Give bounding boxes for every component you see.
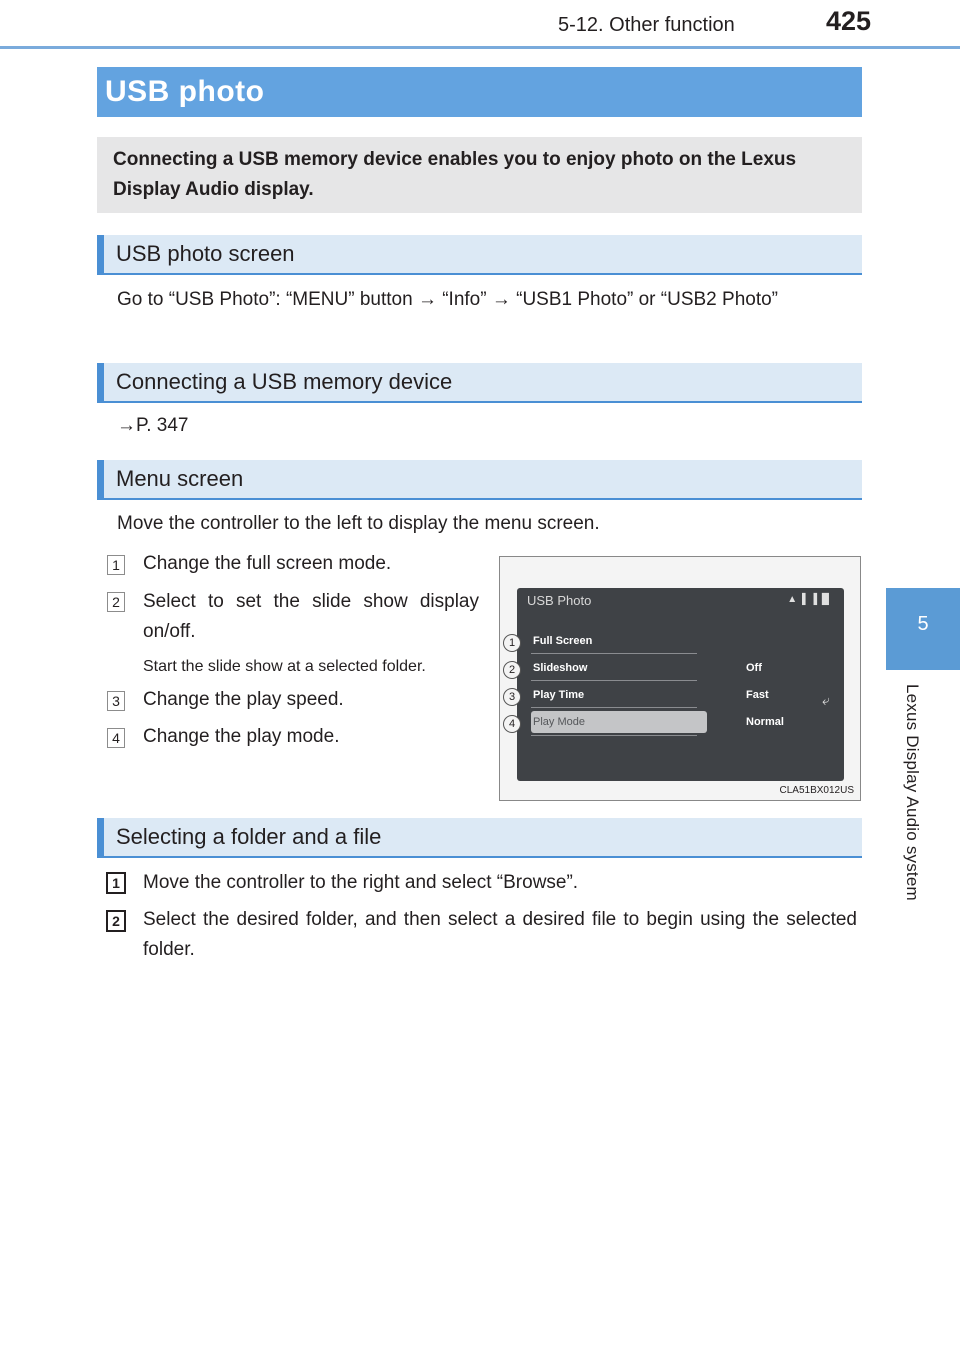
chapter-title: Lexus Display Audio system bbox=[903, 684, 922, 901]
back-icon: ⤶ bbox=[822, 692, 830, 708]
screen-value-play-time: Fast bbox=[746, 689, 769, 701]
page-number: 425 bbox=[826, 6, 872, 36]
screen-illustration bbox=[499, 556, 861, 801]
intro-box: Connecting a USB memory device enables you to enjoy photo on the Lexus Display Audio display. bbox=[97, 137, 862, 213]
status-icons: ▲ ▌▐ █ bbox=[787, 594, 830, 605]
screen-row-full-screen: Full Screen bbox=[533, 635, 593, 647]
screen-divider bbox=[531, 680, 697, 681]
screen-divider bbox=[531, 707, 697, 708]
screen-value-play-mode: Normal bbox=[746, 716, 784, 728]
menu-screen-body: Move the controller to the left to display the menu screen. bbox=[117, 513, 600, 534]
step-number-1: 1 bbox=[106, 872, 126, 894]
section-heading-photo-screen: USB photo screen bbox=[97, 235, 862, 275]
section-heading-menu-screen: Menu screen bbox=[97, 460, 862, 500]
callout-1: 1 bbox=[503, 634, 521, 652]
callout-3: 3 bbox=[503, 688, 521, 706]
item-number-1: 1 bbox=[107, 555, 125, 575]
screen-divider bbox=[531, 653, 697, 654]
selecting-step-2: Select the desired folder, and then select a desired file to begin using the selected folder. bbox=[143, 909, 857, 960]
photo-screen-body: Go to “USB Photo”: “MENU” button → “Info” → “USB1 Photo” or “USB2 Photo” bbox=[117, 289, 779, 310]
page-title: USB photo bbox=[97, 67, 862, 117]
image-code: CLA51BX012US bbox=[779, 785, 854, 796]
screen-row-slideshow: Slideshow bbox=[533, 662, 588, 674]
section-heading-connecting: Connecting a USB memory device bbox=[97, 363, 862, 403]
screen-divider bbox=[531, 735, 697, 736]
selecting-step-1: Move the controller to the right and select “Browse”. bbox=[143, 872, 579, 893]
item-number-3: 3 bbox=[107, 691, 125, 711]
header-rule bbox=[0, 46, 960, 49]
screen-row-play-time: Play Time bbox=[533, 689, 585, 701]
menu-item-3: Change the play speed. bbox=[143, 689, 344, 710]
section-heading-selecting: Selecting a folder and a file bbox=[97, 818, 862, 858]
callout-2: 2 bbox=[503, 661, 521, 679]
menu-item-1: Change the full screen mode. bbox=[143, 553, 392, 574]
callout-4: 4 bbox=[503, 715, 521, 733]
screen-value-slideshow: Off bbox=[746, 662, 762, 674]
connecting-reference-link[interactable]: →P. 347 bbox=[117, 415, 189, 436]
screen-title: USB Photo bbox=[527, 593, 592, 608]
menu-item-2: Select to set the slide show display on/off. bbox=[143, 591, 479, 642]
chapter-tab: 5 bbox=[886, 588, 960, 670]
menu-item-2-note: Start the slide show at a selected folder. bbox=[143, 658, 426, 675]
step-number-2: 2 bbox=[106, 910, 126, 932]
screen-row-play-mode: Play Mode bbox=[531, 711, 707, 733]
section-header: 5-12. Other function bbox=[558, 14, 735, 36]
display-screen bbox=[517, 588, 844, 781]
menu-item-4: Change the play mode. bbox=[143, 726, 340, 747]
item-number-2: 2 bbox=[107, 592, 125, 612]
item-number-4: 4 bbox=[107, 728, 125, 748]
